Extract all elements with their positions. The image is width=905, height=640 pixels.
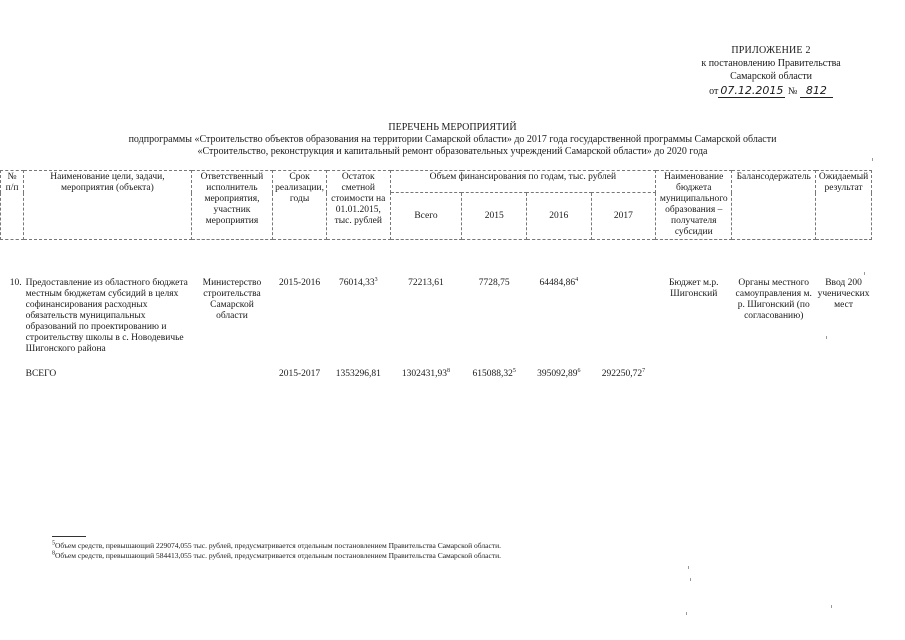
col-header-2015: 2015: [462, 193, 527, 240]
total-2015: [462, 355, 527, 380]
handwritten-date: 07.12.2015: [720, 84, 784, 97]
value-2016: 64484,86: [539, 278, 576, 288]
footnote-ref: 8: [447, 367, 451, 374]
total-total-value: 1302431,93: [401, 369, 448, 379]
cell-budget: Бюджет м.р. Шигонский: [668, 278, 719, 299]
table-total-row: [1, 355, 872, 380]
footnote-ref: 4: [575, 276, 579, 283]
total-2017: [591, 355, 656, 380]
total-value: 72213,61: [408, 278, 444, 288]
document-title: ПЕРЕЧЕНЬ МЕРОПРИЯТИЙ: [388, 122, 517, 133]
col-header-executor: Ответственный исполнитель мероприятия, участник мероприятия: [191, 171, 272, 240]
appendix-line-2: Самарской области: [730, 71, 812, 82]
handwritten-number: 812: [800, 84, 833, 98]
total-label: ВСЕГО: [25, 369, 57, 379]
value-2015: 7728,75: [478, 278, 510, 288]
footnote: [52, 551, 752, 561]
appendix-block: [671, 44, 871, 98]
cell-term: 2015-2016: [278, 278, 321, 288]
table-row: [1, 240, 872, 356]
scan-speck: [826, 336, 827, 339]
total-2016-value: 395092,89: [537, 369, 578, 379]
appendix-date-row: [671, 84, 871, 98]
footnotes: [52, 541, 752, 561]
footnote-ref: 7: [642, 367, 646, 374]
scan-speck: [872, 158, 873, 161]
footnote-ref: 3: [374, 276, 378, 283]
total-total: [390, 355, 462, 380]
col-header-balance-holder: Балансодержатель: [732, 171, 816, 240]
cell-total: [390, 240, 462, 356]
cell-executor: Министерство строительства Самарской области: [202, 278, 262, 321]
cell-number: 10.: [9, 278, 22, 288]
document-title-block: [0, 122, 905, 158]
footnote-mark: 5: [52, 540, 55, 547]
footnote-ref: 5: [512, 367, 516, 374]
cell-2015: [462, 240, 527, 356]
col-header-total: Всего: [390, 193, 462, 240]
measures-table: [0, 170, 872, 380]
footnote: [52, 541, 752, 551]
appendix-title: ПРИЛОЖЕНИЕ 2: [731, 45, 811, 56]
footnote-text: Объем средств, превышающий 584413,055 тыс. рублей, предусматривается отдельным постановлением Правительства Самарской области.: [55, 551, 501, 560]
col-header-financing: Объем финансирования по годам, тыс. рублей: [390, 171, 656, 193]
total-2017-value: 292250,72: [601, 369, 643, 379]
scan-speck: [864, 272, 865, 275]
col-header-result: Ожидаемый результат: [816, 171, 872, 240]
table-header-row: [1, 171, 872, 193]
scan-speck: [688, 566, 689, 569]
col-header-2016: 2016: [527, 193, 592, 240]
footnote-divider: [52, 536, 86, 537]
cell-result: Ввод 200 ученических мест: [817, 278, 870, 310]
col-header-budget: Наименование бюджета муниципального образования – получателя субсидии: [656, 171, 732, 240]
total-term: 2015-2017: [278, 369, 321, 379]
number-prefix: №: [787, 86, 798, 97]
col-header-2017: 2017: [591, 193, 656, 240]
remainder-value: 76014,33: [338, 278, 375, 288]
scan-speck: [686, 612, 687, 615]
cell-balance-holder: Органы местного самоуправления м. р. Шигонский (по согласованию): [735, 278, 812, 321]
scan-speck: [831, 605, 832, 608]
total-2015-value: 615088,32: [472, 369, 513, 379]
document-subtitle-1: подпрограммы «Строительство объектов образования на территории Самарской области» до 2017 года государственной программы Самарской области: [128, 134, 777, 145]
document-subtitle-2: «Строительство, реконструкция и капитальный ремонт образовательных учреждений Самарской области» до 2020 года: [197, 146, 708, 157]
cell-name: Предоставление из областного бюджета местным бюджетам субсидий в целях софинансирования расходных обязательств муниципальных образований по проектированию и строительству школы в с. Новодевичье Шигонского района: [25, 278, 188, 354]
col-header-name: Наименование цели, задачи, мероприятия (объекта): [24, 171, 192, 240]
col-header-number: № п/п: [1, 171, 24, 240]
cell-remainder: [326, 240, 390, 356]
footnote-ref: 6: [577, 367, 581, 374]
cell-2016: [527, 240, 592, 356]
footnote-mark: 8: [52, 550, 55, 557]
date-prefix: от: [709, 86, 719, 97]
appendix-line-1: к постановлению Правительства: [701, 58, 841, 69]
col-header-term: Срок реализации, годы: [273, 171, 327, 240]
cell-2017: [591, 240, 656, 356]
footnote-text: Объем средств, превышающий 229074,055 тыс. рублей, предусматривается отдельным постановлением Правительства Самарской области.: [55, 541, 501, 550]
scan-speck: [690, 578, 691, 581]
total-2016: [527, 355, 592, 380]
col-header-remainder: Остаток сметной стоимости на 01.01.2015, тыс. рублей: [326, 171, 390, 240]
total-remainder: [326, 355, 390, 380]
total-remainder-value: 1353296,81: [335, 369, 381, 379]
